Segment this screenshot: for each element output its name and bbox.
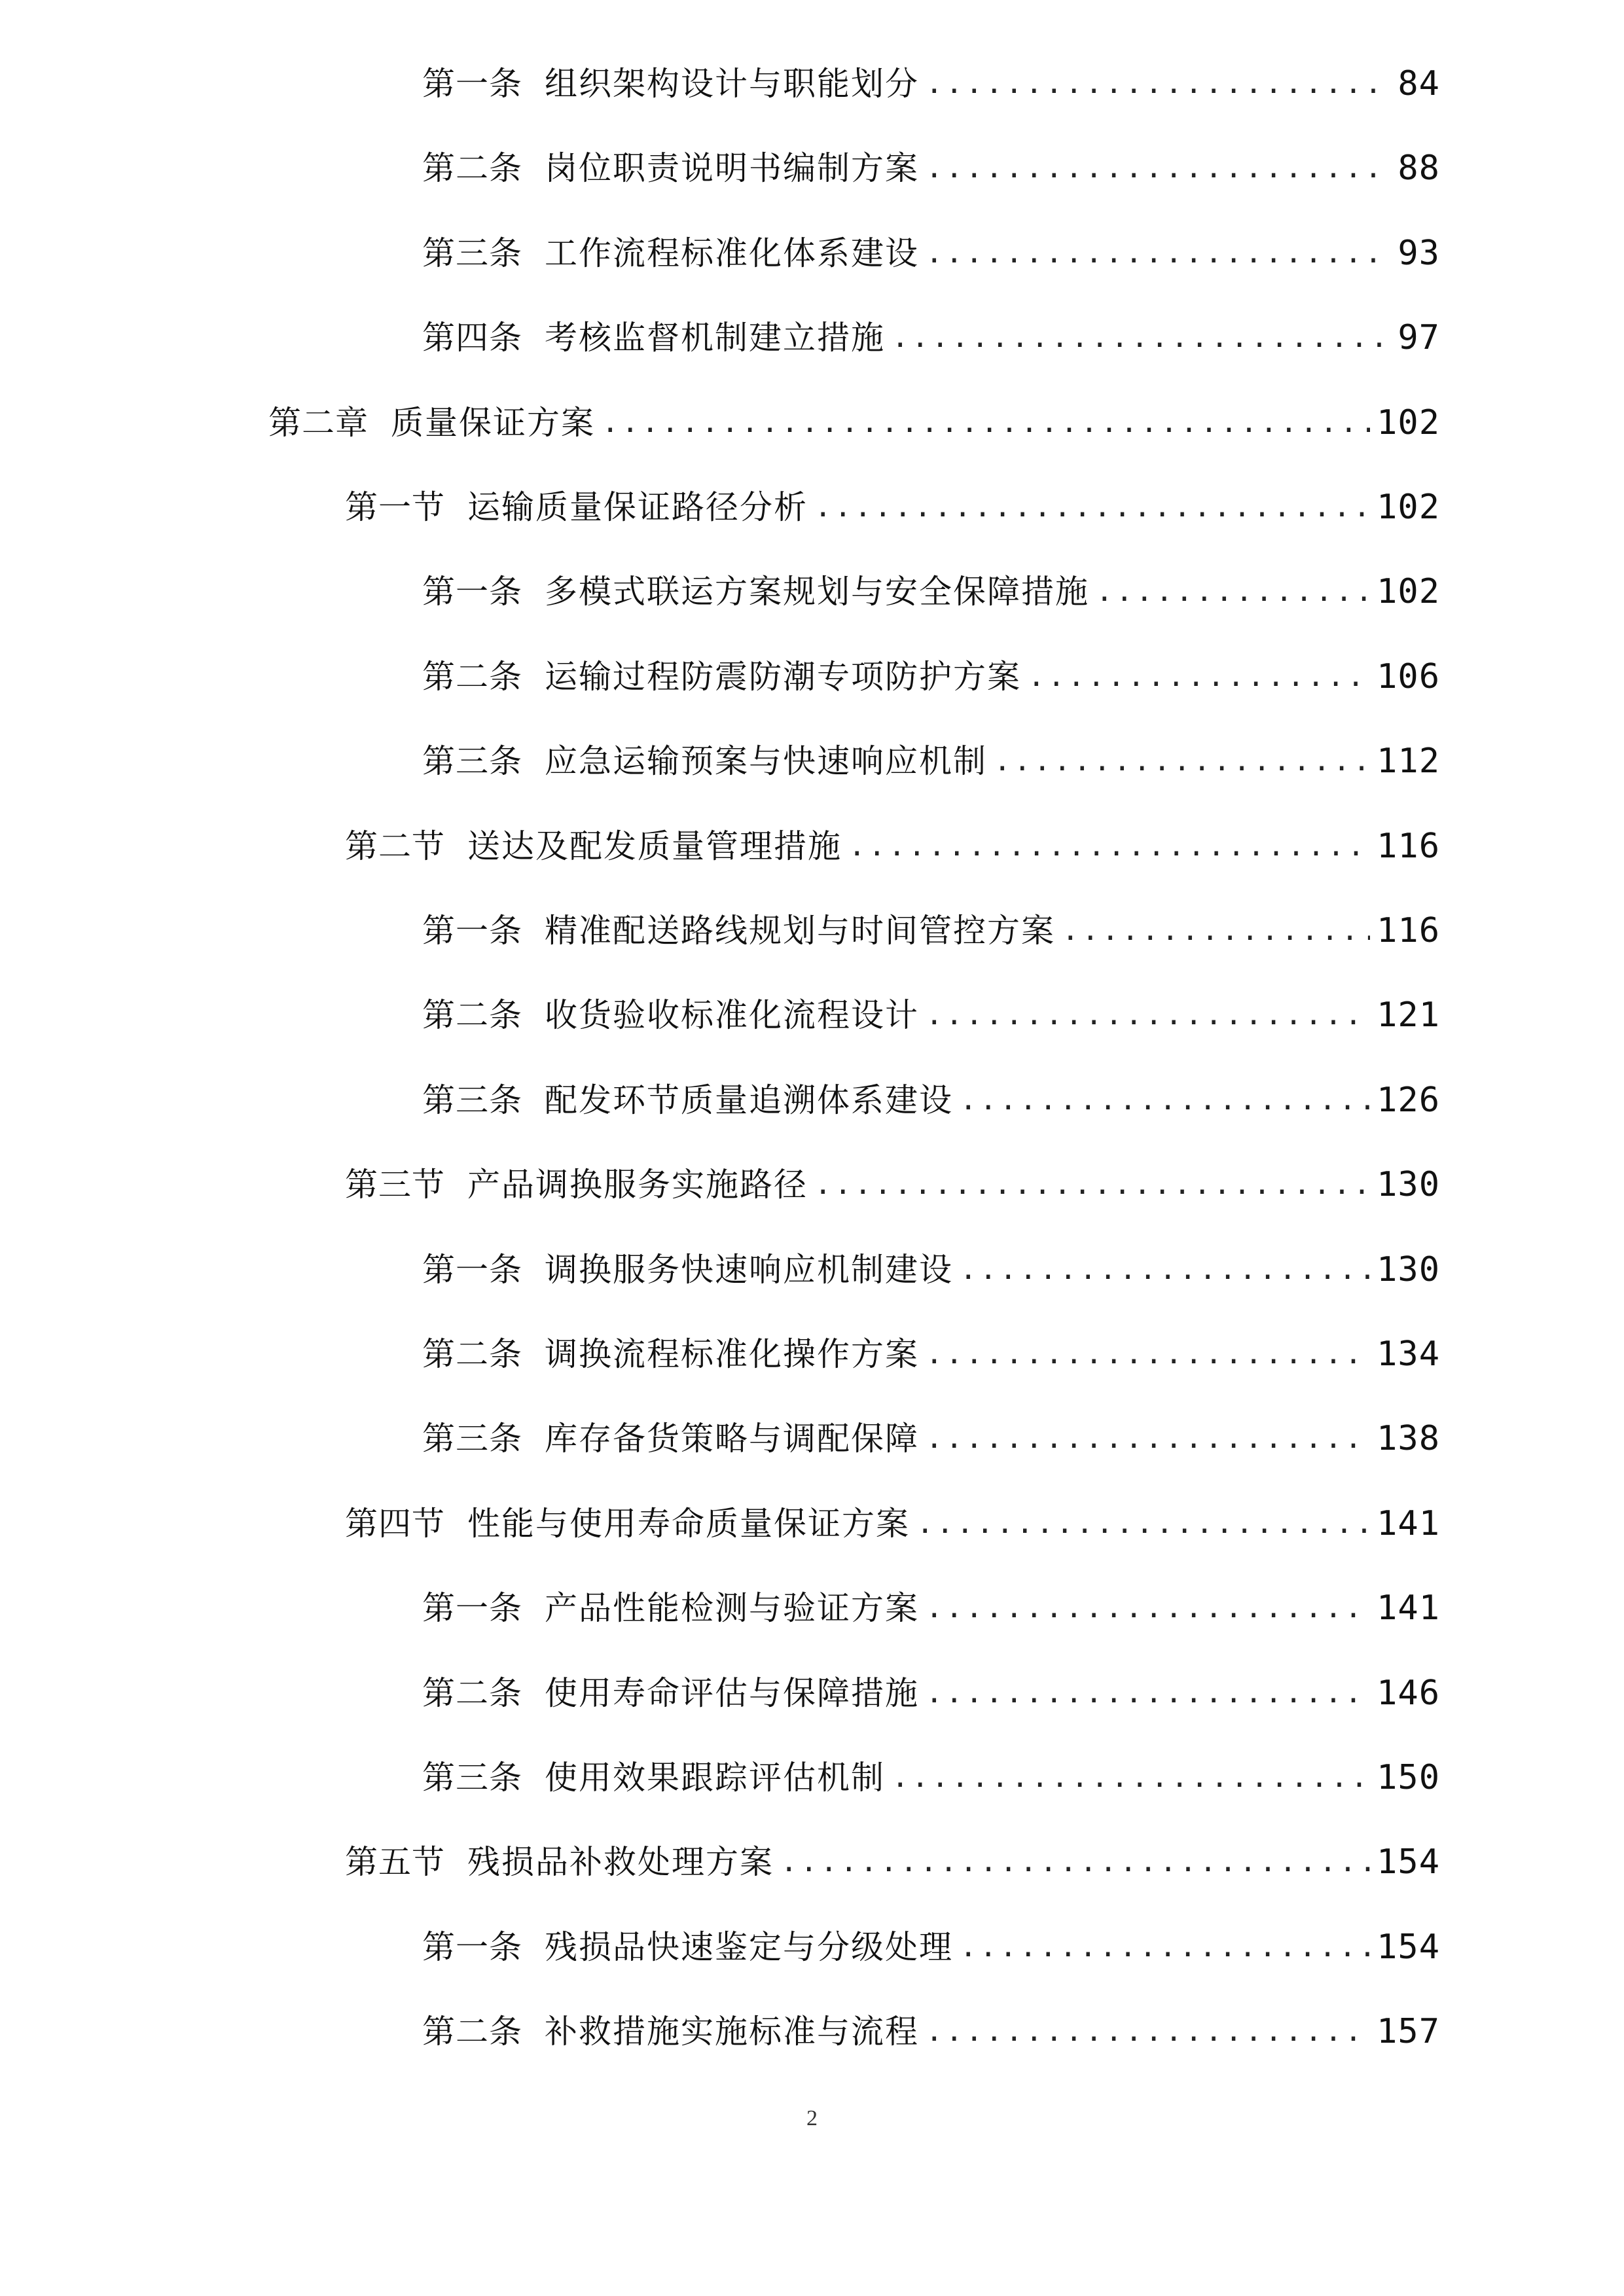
toc-entry-page: 154	[1377, 1842, 1440, 1882]
toc-entry-title: 运输过程防震防潮专项防护方案	[545, 658, 1021, 696]
toc-entry-number: 第二节	[345, 827, 445, 865]
toc-entry-section[interactable]	[345, 481, 1440, 533]
toc-dot-leader	[926, 2012, 1370, 2051]
toc-entry-number: 第三条	[422, 742, 522, 780]
toc-entry-title: 运输质量保证路径分析	[467, 488, 808, 526]
toc-entry-number: 第二章	[268, 404, 369, 442]
toc-entry-title: 调换流程标准化操作方案	[545, 1335, 919, 1373]
toc-dot-leader	[994, 742, 1370, 781]
toc-dot-leader	[960, 1928, 1370, 1967]
toc-entry-page: 112	[1377, 742, 1440, 781]
toc-entry-page: 84	[1398, 64, 1440, 103]
toc-entry-number: 第三条	[422, 1420, 522, 1458]
toc-entry-title: 配发环节质量追溯体系建设	[545, 1081, 953, 1119]
toc-dot-leader	[848, 827, 1370, 866]
toc-entry-page: 116	[1377, 911, 1440, 950]
toc-entry-number: 第二条	[422, 996, 522, 1034]
toc-entry-section[interactable]	[345, 820, 1440, 872]
toc-entry-article[interactable]	[422, 58, 1440, 110]
toc-entry-page: 154	[1377, 1928, 1440, 1967]
toc-entry-page: 157	[1377, 2012, 1440, 2051]
toc-entry-page: 88	[1398, 149, 1440, 188]
toc-entry-page: 138	[1377, 1419, 1440, 1458]
toc-entry-article[interactable]	[422, 565, 1440, 618]
toc-entry-title: 收货验收标准化流程设计	[545, 996, 919, 1034]
toc-entry-title: 产品性能检测与验证方案	[545, 1589, 919, 1627]
toc-entry-page: 141	[1377, 1588, 1440, 1628]
toc-entry-number: 第一条	[422, 1589, 522, 1627]
toc-entry-number: 第三条	[422, 1759, 522, 1797]
toc-entry-article[interactable]	[422, 1412, 1440, 1465]
toc-entry-title: 使用效果跟踪评估机制	[545, 1759, 885, 1797]
toc-entry-section[interactable]	[345, 1158, 1440, 1211]
toc-dot-leader	[602, 403, 1370, 442]
toc-entry-title: 多模式联运方案规划与安全保障措施	[545, 573, 1089, 611]
toc-dot-leader	[926, 996, 1370, 1035]
toc-entry-article[interactable]	[422, 1751, 1440, 1804]
toc-dot-leader	[892, 318, 1391, 357]
toc-entry-page: 141	[1377, 1504, 1440, 1543]
toc-dot-leader	[1028, 657, 1370, 696]
toc-entry-article[interactable]	[422, 905, 1440, 957]
toc-entry-title: 送达及配发质量管理措施	[467, 827, 842, 865]
toc-entry-article[interactable]	[422, 1328, 1440, 1380]
toc-entry-number: 第一节	[345, 488, 445, 526]
toc-entry-article[interactable]	[422, 2005, 1440, 2058]
toc-entry-chapter[interactable]	[268, 397, 1440, 449]
toc-entry-page: 106	[1377, 657, 1440, 696]
toc-entry-article[interactable]	[422, 1244, 1440, 1296]
toc-entry-number: 第五节	[345, 1843, 445, 1881]
toc-entry-title: 岗位职责说明书编制方案	[545, 149, 919, 187]
toc-entry-title: 组织架构设计与职能划分	[545, 65, 919, 103]
toc-entry-number: 第一条	[422, 1251, 522, 1289]
toc-dot-leader	[926, 1674, 1370, 1713]
toc-entry-number: 第二条	[422, 658, 522, 696]
toc-entry-page: 102	[1377, 488, 1440, 527]
toc-entry-article[interactable]	[422, 142, 1440, 194]
toc-entry-title: 残损品快速鉴定与分级处理	[545, 1928, 953, 1966]
toc-entry-number: 第一条	[422, 573, 522, 611]
toc-entry-article[interactable]	[422, 1921, 1440, 1973]
toc-dot-leader	[916, 1504, 1370, 1543]
toc-entry-title: 质量保证方案	[391, 404, 595, 442]
toc-entry-article[interactable]	[422, 1667, 1440, 1719]
toc-entry-section[interactable]	[345, 1498, 1440, 1550]
toc-entry-number: 第四节	[345, 1505, 445, 1543]
toc-entry-title: 产品调换服务实施路径	[467, 1166, 808, 1204]
toc-entry-number: 第一条	[422, 912, 522, 950]
toc-entry-title: 应急运输预案与快速响应机制	[545, 742, 987, 780]
toc-dot-leader	[926, 1588, 1370, 1628]
toc-entry-number: 第二条	[422, 149, 522, 187]
toc-entry-title: 库存备货策略与调配保障	[545, 1420, 919, 1458]
toc-entry-number: 第三条	[422, 234, 522, 272]
toc-dot-leader	[780, 1842, 1370, 1882]
toc-dot-leader	[960, 1081, 1370, 1120]
toc-dot-leader	[1096, 572, 1370, 611]
toc-entry-page: 121	[1377, 996, 1440, 1035]
toc-entry-page: 134	[1377, 1335, 1440, 1374]
toc-entry-article[interactable]	[422, 735, 1440, 787]
toc-entry-number: 第三条	[422, 1081, 522, 1119]
toc-entry-title: 使用寿命评估与保障措施	[545, 1674, 919, 1712]
toc-entry-number: 第二条	[422, 1674, 522, 1712]
toc-dot-leader	[926, 64, 1391, 103]
toc-entry-number: 第一条	[422, 65, 522, 103]
toc-entry-title: 残损品补救处理方案	[467, 1843, 774, 1881]
toc-entry-page: 126	[1377, 1081, 1440, 1120]
toc-dot-leader	[1062, 911, 1370, 950]
toc-entry-article[interactable]	[422, 651, 1440, 703]
toc-entry-article[interactable]	[422, 312, 1440, 364]
toc-entry-title: 调换服务快速响应机制建设	[545, 1251, 953, 1289]
toc-dot-leader	[926, 234, 1391, 273]
toc-entry-page: 130	[1377, 1250, 1440, 1289]
toc-entry-page: 102	[1377, 403, 1440, 442]
toc-dot-leader	[960, 1250, 1370, 1289]
toc-entry-number: 第二条	[422, 2013, 522, 2051]
toc-entry-article[interactable]	[422, 227, 1440, 279]
toc-entry-number: 第三节	[345, 1166, 445, 1204]
toc-dot-leader	[814, 1165, 1370, 1204]
toc-dot-leader	[926, 1335, 1370, 1374]
toc-entry-section[interactable]	[345, 1836, 1440, 1888]
toc-dot-leader	[892, 1758, 1370, 1797]
toc-entry-page: 130	[1377, 1165, 1440, 1204]
toc-entry-article[interactable]	[422, 1074, 1440, 1126]
toc-entry-title: 精准配送路线规划与时间管控方案	[545, 912, 1055, 950]
toc-entry-title: 性能与使用寿命质量保证方案	[467, 1505, 910, 1543]
toc-entry-page: 102	[1377, 572, 1440, 611]
toc-entry-article[interactable]	[422, 1582, 1440, 1634]
toc-entry-page: 93	[1398, 234, 1440, 273]
toc-entry-page: 146	[1377, 1674, 1440, 1713]
page-number: 2	[806, 2106, 818, 2130]
toc-entry-title: 工作流程标准化体系建设	[545, 234, 919, 272]
toc-entry-title: 补救措施实施标准与流程	[545, 2013, 919, 2051]
toc-entry-page: 150	[1377, 1758, 1440, 1797]
toc-dot-leader	[926, 1419, 1370, 1458]
toc-entry-title: 考核监督机制建立措施	[545, 319, 885, 357]
toc-entry-page: 116	[1377, 827, 1440, 866]
toc-entry-number: 第四条	[422, 319, 522, 357]
toc-entry-article[interactable]	[422, 989, 1440, 1041]
toc-entry-number: 第二条	[422, 1335, 522, 1373]
toc-entry-number: 第一条	[422, 1928, 522, 1966]
toc-entry-page: 97	[1398, 318, 1440, 357]
toc-dot-leader	[814, 488, 1370, 527]
toc-dot-leader	[926, 149, 1391, 188]
